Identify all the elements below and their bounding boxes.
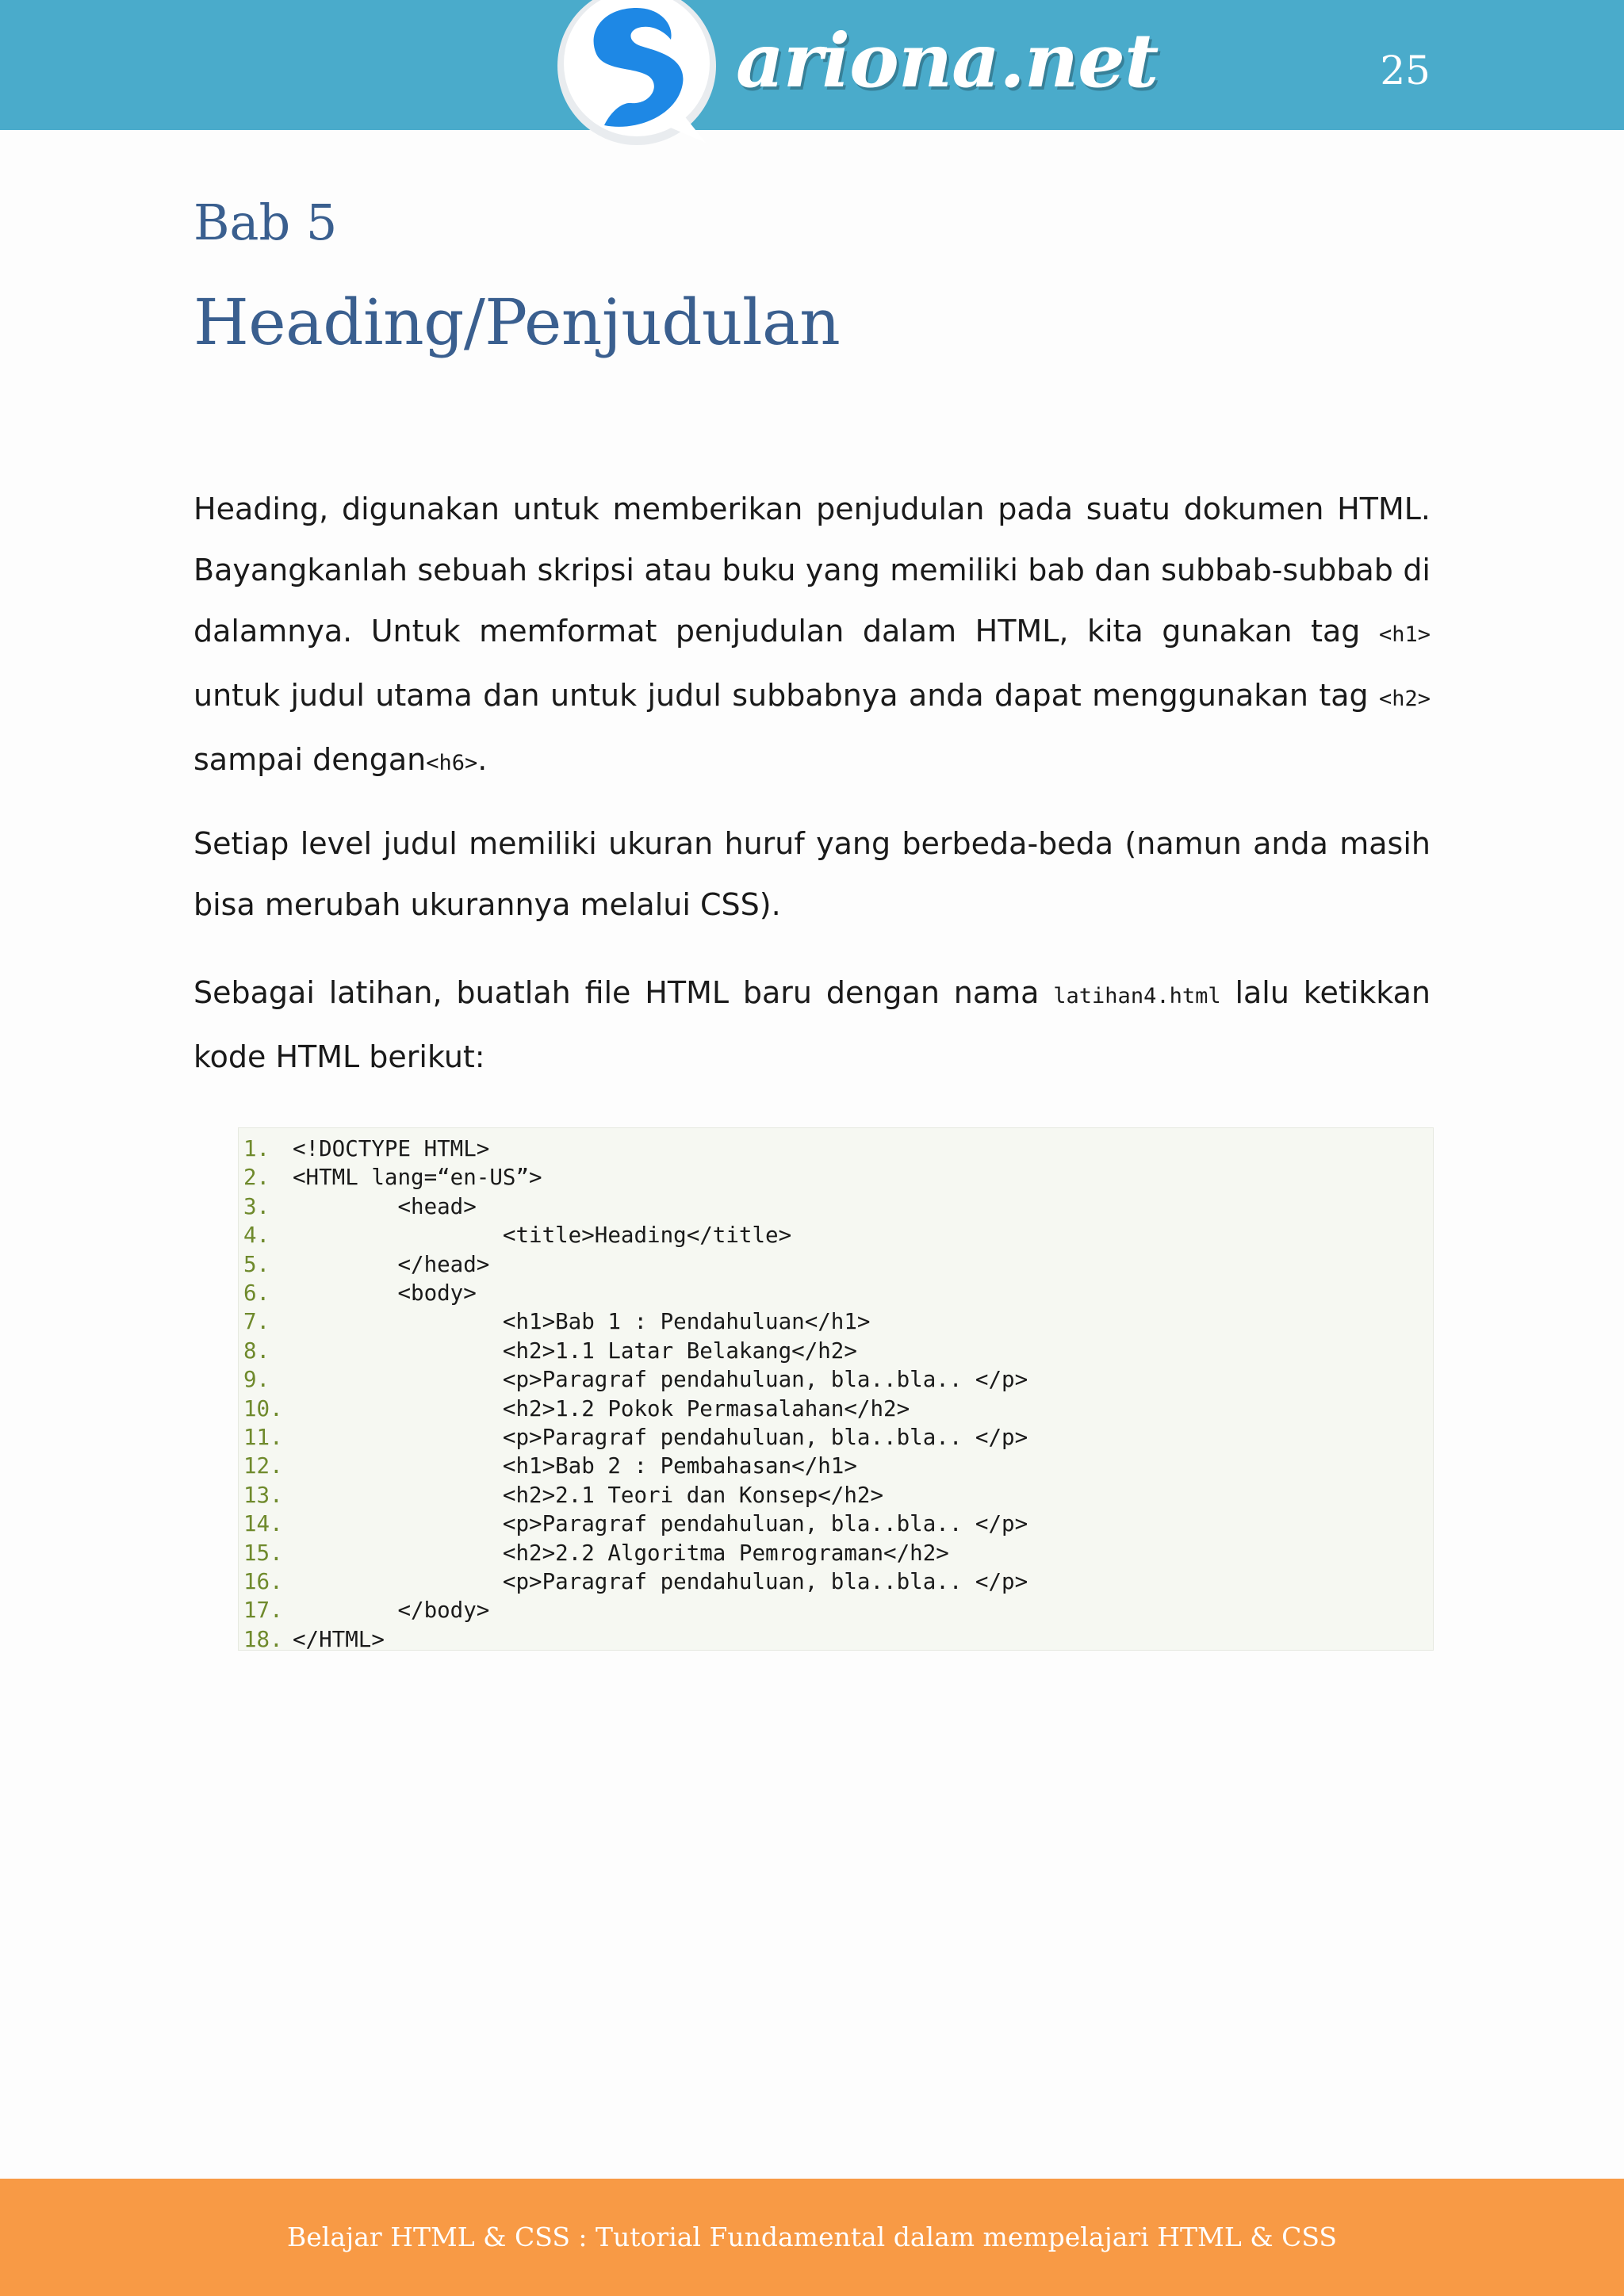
code-line-text: <h1>Bab 1 : Pendahuluan</h1>: [293, 1309, 871, 1335]
code-line-number: 6.: [243, 1280, 270, 1306]
footer-text: Belajar HTML & CSS : Tutorial Fundamental dalam mempelajari HTML & CSS: [287, 2221, 1337, 2252]
code-block: [238, 1127, 1434, 1651]
code-line-text: <body>: [293, 1280, 477, 1306]
intro-text-2: untuk judul utama dan untuk judul subbabnya anda dapat menggunakan tag: [193, 678, 1379, 713]
exercise-text-1: Sebagai latihan, buatlah file HTML baru dengan nama: [193, 975, 1054, 1010]
footer-band: [0, 2179, 1624, 2296]
code-line-number: 14.: [243, 1511, 283, 1537]
logo-badge-icon: [555, 0, 718, 147]
code-line-text: <h2>1.2 Pokok Permasalahan</h2>: [293, 1395, 910, 1422]
inline-code-filename: latihan4.html: [1053, 984, 1221, 1008]
code-line-number: 3.: [243, 1193, 270, 1219]
code-line-number: 13.: [243, 1482, 283, 1508]
intro-text-3: sampai dengan: [193, 742, 427, 777]
code-line-text: <title>Heading</title>: [293, 1223, 792, 1249]
code-line-number: 10.: [243, 1395, 283, 1422]
code-line-number: 7.: [243, 1309, 270, 1335]
code-line-number: 8.: [243, 1337, 270, 1364]
exercise-text-2: lalu ketikkan kode HTML berikut:: [193, 975, 1431, 1074]
header-band: [0, 0, 1624, 130]
code-line-text: <h2>2.1 Teori dan Konsep</h2>: [293, 1482, 884, 1508]
code-line-text: <head>: [293, 1193, 477, 1219]
site-logo[interactable]: [555, 0, 1159, 147]
intro-paragraph: [193, 479, 1431, 794]
inline-code-h1: <h1>: [1378, 622, 1431, 647]
code-line-number: 1.: [243, 1136, 270, 1161]
code-line-text: </body>: [293, 1598, 490, 1624]
code-line-number: 5.: [243, 1251, 270, 1277]
code-line-text: <p>Paragraf pendahuluan, bla..bla.. </p>: [293, 1367, 1028, 1393]
page-number: 25: [1380, 48, 1431, 94]
code-line-text: <p>Paragraf pendahuluan, bla..bla.. </p>: [293, 1425, 1028, 1450]
inline-code-h6: <h6>: [426, 751, 478, 775]
intro-text-1: Heading, digunakan untuk memberikan penjudulan pada suatu dokumen HTML. Bayangkanlah sebuah skripsi atau buku yang memiliki bab dan subbab-subbab di dalamnya. Untuk memformat penjudulan dalam HTML, kita gunakan tag: [193, 492, 1431, 649]
chapter-title: Heading/Penjudulan: [193, 285, 841, 359]
code-line-text: <h1>Bab 2 : Pembahasan</h1>: [293, 1453, 857, 1479]
code-line-number: 4.: [243, 1223, 270, 1249]
code-line-number: 9.: [243, 1367, 270, 1393]
code-line-text: <p>Paragraf pendahuluan, bla..bla.. </p>: [293, 1569, 1028, 1594]
code-line-text: <p>Paragraf pendahuluan, bla..bla.. </p>: [293, 1511, 1028, 1537]
code-line-number: 16.: [243, 1569, 283, 1594]
code-line-number: 11.: [243, 1425, 283, 1450]
heading-size-paragraph: Setiap level judul memiliki ukuran huruf yang berbeda-beda (namun anda masih bisa merubah ukurannya melalui CSS).: [193, 826, 1431, 922]
code-line-text: </HTML>: [293, 1626, 385, 1652]
code-line-number: 15.: [243, 1540, 283, 1566]
chapter-label: Bab 5: [193, 193, 338, 251]
exercise-paragraph: [193, 962, 1431, 1088]
intro-text-4: .: [477, 742, 488, 777]
code-line-text: <h2>1.1 Latar Belakang</h2>: [293, 1337, 857, 1364]
code-line-number: 2.: [243, 1165, 270, 1191]
inline-code-h2: <h2>: [1378, 687, 1431, 711]
code-line-number: 18.: [243, 1626, 283, 1652]
logo-text: ariona.net: [736, 17, 1159, 105]
code-line-text: </head>: [293, 1251, 490, 1277]
code-line-text: <HTML lang=“en-US”>: [293, 1165, 542, 1191]
code-line-number: 12.: [243, 1453, 283, 1479]
code-line-text: <!DOCTYPE HTML>: [293, 1136, 490, 1161]
code-line-number: 17.: [243, 1598, 283, 1624]
code-line-text: <h2>2.2 Algoritma Pemrograman</h2>: [293, 1540, 949, 1566]
